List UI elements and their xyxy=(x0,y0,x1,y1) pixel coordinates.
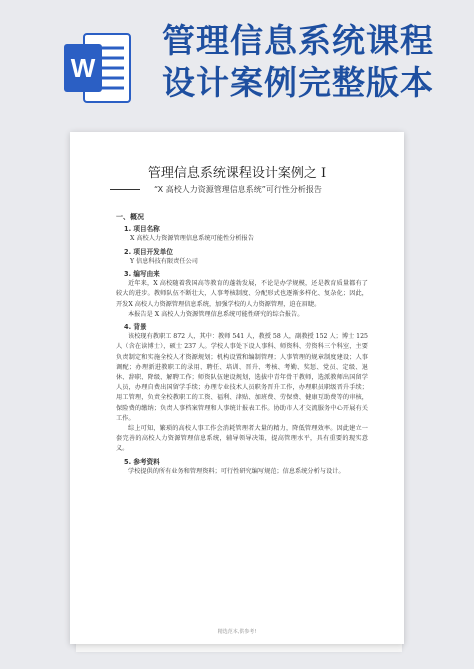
logo-letter: W xyxy=(70,53,96,83)
subtitle-dash xyxy=(110,189,140,190)
section-heading-overview: 一、概况 xyxy=(116,213,144,221)
origin-paragraph-2: 本报告是 X 高校人力资源管理信息系统可能性研究的综合报告。 xyxy=(128,310,304,318)
document-body xyxy=(116,210,368,477)
banner-title xyxy=(162,20,462,104)
banner-title-line2: 设计案例完整版本 xyxy=(162,63,434,102)
document-title: 管理信息系统课程设计案例之 I xyxy=(147,166,327,181)
developer: Y 信息科技有限责任公司 xyxy=(130,257,198,265)
banner xyxy=(0,0,474,130)
banner-title-line1: 管理信息系统课程 xyxy=(162,21,434,60)
word-document-icon xyxy=(62,28,132,108)
page-footer: 精选范本,供参考! xyxy=(217,629,257,635)
document-subtitle xyxy=(110,184,400,195)
heading-background: 4. 背景 xyxy=(124,323,147,332)
heading-project-name: 1. 项目名称 xyxy=(124,225,160,234)
background-paragraph-2: 综上可知，繁琐的高校人事工作会消耗管理者大量的精力，降低管理效率。因此建立一套完善的高校人力资源管理信息系统，辅导领导决策，提高管理水平，具有重要的现实意义。 xyxy=(116,425,368,453)
subtitle-text: “X 高校人力资源管理信息系统”可行性分析报告 xyxy=(154,185,322,194)
background-paragraph-1: 该校现有教职工 872 人，其中：教师 541 人，教授 58 人，副教授 152 人；博士 125 人（含在读博士），硕士 237 人。学校人事处下设人事科、师资科、劳资科三个科室，主要负责制定和实施全校人才资源规划；机构设置和编制管理；人事管理的规章制度建设；人事调配；办理新进教职工的录用、聘任、培训、晋升、考核、考勤、奖惩、党员、定级、退休、辞职、降级、解聘工作；师资队伍建设规划，选拔中青年骨干教师，选派教师出国留学人员，办理自费出国留学手续；办理专业技术人员职务晋升工作，办理职员职级晋升手续；用工管理，负责全校教职工的工资、福利、津贴、加班费、劳保费、健康互助费等的审核，保险费的缴纳；负责人事档案管理和人事统计报表工作。协助市人才交流服务中心开展有关工作。 xyxy=(116,333,368,422)
heading-references: 5. 参考资料 xyxy=(124,457,160,466)
document-page xyxy=(70,132,404,644)
project-name: X 高校人力资源管理信息系统可能性分析报告 xyxy=(130,235,254,243)
origin-paragraph-1: 近年来，X 高校随着我国高等教育的蓬勃发展，不论是办学规模，还是教育质量都有了较大的进步。教师队伍不断壮大，人事考核制度、分配形式也逐渐多样化、复杂化；因此，开发X 高校人力资源管理信息系统，加强学校的人力资源管理，迫在眉睫。 xyxy=(116,280,368,308)
references-paragraph: 学校提供的所有业务和管理资料；可行性研究编写规范；信息系统分析与设计。 xyxy=(128,467,345,475)
heading-developer: 2. 项目开发单位 xyxy=(124,247,173,256)
heading-origin: 3. 编写由来 xyxy=(124,270,160,279)
